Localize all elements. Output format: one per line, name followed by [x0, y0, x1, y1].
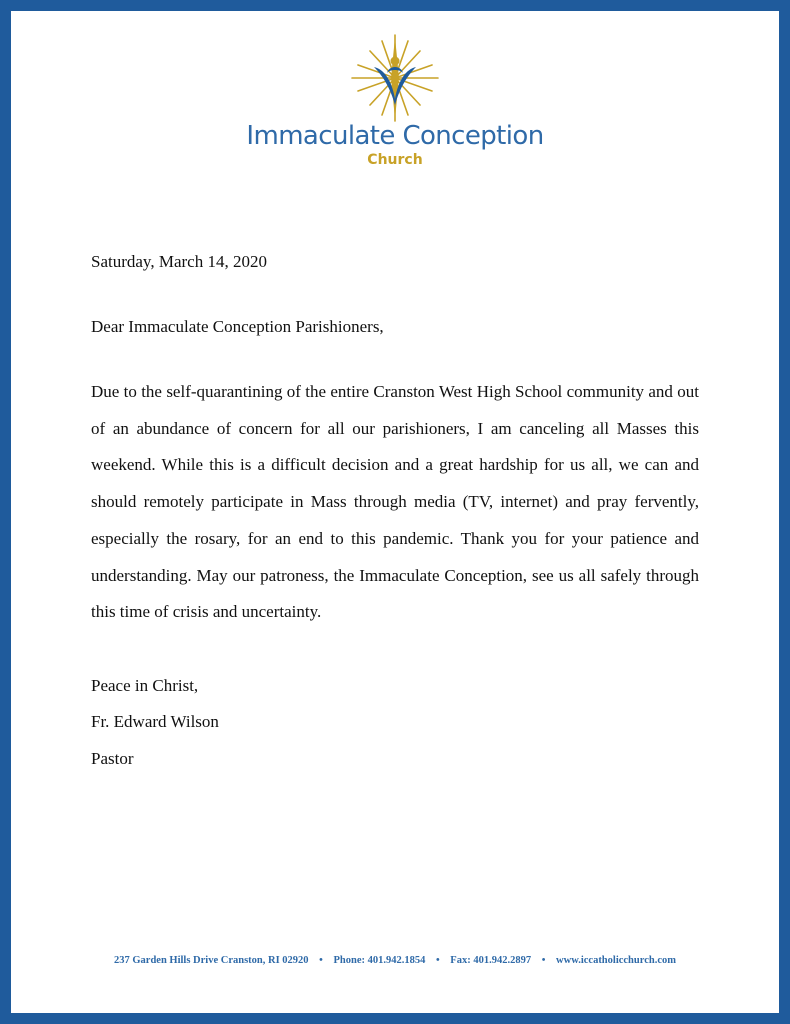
footer-website-link[interactable]: www.iccatholicchurch.com	[556, 955, 676, 966]
letter-footer	[11, 955, 779, 966]
letter-closing: Peace in Christ,	[91, 675, 199, 695]
letter-content	[91, 247, 699, 777]
footer-separator: •	[319, 955, 323, 966]
church-subtitle: Church	[367, 152, 423, 168]
footer-separator: •	[541, 955, 546, 966]
letter-page	[11, 11, 779, 1013]
footer-separator: •	[435, 955, 440, 966]
star-logo-icon	[350, 33, 440, 123]
letter-body: Due to the self-quarantining of the entire Cranston West High School community and out of an abundance of concern for all our parishioners, I am canceling all Masses this weekend. While this is a difficult decision and a great hardship for us all, we can and should remotely participate in Mass through media (TV, internet) and pray fervently, especially the rosary, for an end to this pandemic. Thank you for your patience and understanding. May our patroness, the Immaculate Conception, see us all safely through this time of crisis and uncertainty.	[91, 382, 699, 622]
footer-address: 237 Garden Hills Drive Cranston, RI 02920	[114, 955, 309, 966]
letter-signer: Fr. Edward Wilson	[91, 712, 219, 732]
footer-phone: Phone: 401.942.1854	[333, 955, 426, 966]
letter-date: Saturday, March 14, 2020	[91, 252, 267, 271]
letter-closing-block	[91, 668, 699, 778]
letter-signer-title: Pastor	[91, 748, 134, 768]
church-logo	[11, 33, 779, 169]
footer-fax: Fax: 401.942.2897	[450, 955, 532, 966]
church-name: Immaculate Conception	[246, 121, 544, 151]
letter-salutation: Dear Immaculate Conception Parishioners,	[91, 317, 384, 336]
